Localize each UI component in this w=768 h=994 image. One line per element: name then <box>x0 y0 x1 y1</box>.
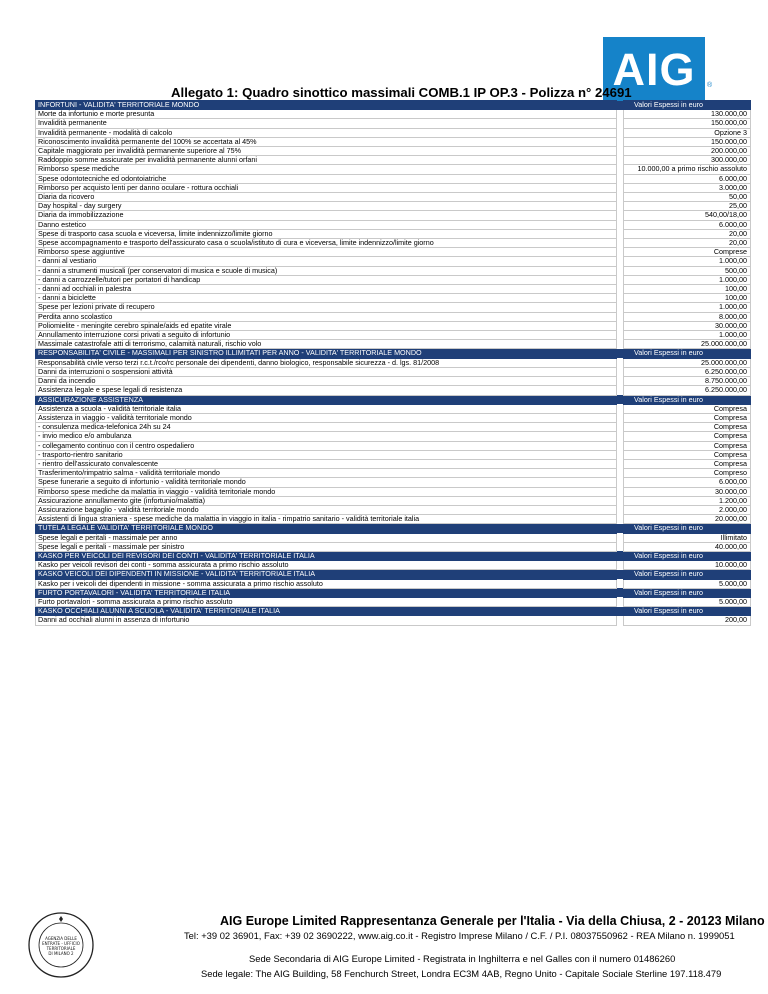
column-gap <box>617 211 624 220</box>
column-gap <box>617 119 624 128</box>
coverage-value: Opzione 3 <box>624 128 751 137</box>
coverage-table <box>35 100 751 626</box>
coverage-description: Spese per lezioni private di recupero <box>36 303 617 312</box>
column-gap <box>617 607 624 616</box>
table-row <box>36 137 751 146</box>
coverage-description: - collegamento continuo con il centro ospedaliero <box>36 441 617 450</box>
coverage-description: Diaria da ricovero <box>36 193 617 202</box>
stamp-line-4: DI MILANO 2 <box>48 951 74 956</box>
coverage-description: Kasko per i veicoli dei dipendenti in missione - somma assicurata a primo rischio assoluto <box>36 579 617 588</box>
column-gap <box>617 487 624 496</box>
coverage-description: Furto portavalori - somma assicurata a primo rischio assoluto <box>36 597 617 606</box>
table-row <box>36 321 751 330</box>
table-row <box>36 147 751 156</box>
coverage-description: Perdita anno scolastico <box>36 312 617 321</box>
coverage-value: Comprese <box>624 248 751 257</box>
column-gap <box>617 459 624 468</box>
column-gap <box>617 349 624 358</box>
column-gap <box>617 312 624 321</box>
table-row <box>36 331 751 340</box>
coverage-value: 200,00 <box>624 616 751 625</box>
coverage-value: 10.000,00 <box>624 561 751 570</box>
coverage-description: - consulenza medica-telefonica 24h su 24 <box>36 423 617 432</box>
section-title: FURTO PORTAVALORI - VALIDITA' TERRITORIALE ITALIA <box>36 588 617 597</box>
section-value-header: Valori Espessi in euro <box>624 101 751 110</box>
section-header-row <box>36 349 751 358</box>
table-row <box>36 275 751 284</box>
table-row <box>36 459 751 468</box>
column-gap <box>617 542 624 551</box>
column-gap <box>617 220 624 229</box>
table-row <box>36 165 751 174</box>
coverage-description: Morte da infortunio e morte presunta <box>36 110 617 119</box>
column-gap <box>617 386 624 395</box>
column-gap <box>617 110 624 119</box>
table-row <box>36 478 751 487</box>
coverage-value: 6.000,00 <box>624 478 751 487</box>
section-title: RESPONSABILITA' CIVILE - MASSIMALI PER SINISTRO ILLIMITATI PER ANNO - VALIDITA' TERRITORIALE MONDO <box>36 349 617 358</box>
coverage-description: - danni a strumenti musicali (per conservatori di musica e scuole di musica) <box>36 266 617 275</box>
table-row <box>36 450 751 459</box>
column-gap <box>617 524 624 533</box>
coverage-description: Spese odontotecniche ed odontoiatriche <box>36 174 617 183</box>
coverage-value: 30.000,00 <box>624 321 751 330</box>
column-gap <box>617 331 624 340</box>
section-title: KASKO PER VEICOLI DEI REVISORI DEI CONTI - VALIDITA' TERRITORIALE ITALIA <box>36 551 617 560</box>
column-gap <box>617 450 624 459</box>
coverage-value: 30.000,00 <box>624 487 751 496</box>
table-row <box>36 441 751 450</box>
document-title: Allegato 1: Quadro sinottico massimali COMB.1 IP OP.3 - Polizza n° 24691 <box>171 85 632 100</box>
coverage-description: Responsabilità civile verso terzi r.c.t./rco/rc personale dei dipendenti, danno biologico, responsabile sicurezza - d. lgs. 81/2008 <box>36 358 617 367</box>
coverage-description: Invalidità permanente - modalità di calcolo <box>36 128 617 137</box>
coverage-value: 6.000,00 <box>624 220 751 229</box>
table-row <box>36 303 751 312</box>
footer-legal-seat-line: Sede legale: The AIG Building, 58 Fenchurch Street, Londra EC3M 4AB, Regno Unito - Capitale Sociale Sterline 197.118.479 <box>201 968 722 979</box>
column-gap <box>617 515 624 524</box>
table-row <box>36 340 751 349</box>
table-row <box>36 110 751 119</box>
table-row <box>36 266 751 275</box>
coverage-value: 1.000,00 <box>624 331 751 340</box>
column-gap <box>617 183 624 192</box>
coverage-value: 6.000,00 <box>624 174 751 183</box>
coverage-description: - invio medico e/o ambulanza <box>36 432 617 441</box>
coverage-description: Assistenza a scuola - validità territoriale italia <box>36 404 617 413</box>
coverage-value: 5.000,00 <box>624 597 751 606</box>
column-gap <box>617 358 624 367</box>
table-row <box>36 248 751 257</box>
section-value-header: Valori Espessi in euro <box>624 524 751 533</box>
column-gap <box>617 404 624 413</box>
coverage-description: Assistenti di lingua straniera - spese mediche da malattia in viaggio in italia - rimpatrio sanitario - validità territoriale italia <box>36 515 617 524</box>
table-row <box>36 358 751 367</box>
column-gap <box>617 367 624 376</box>
coverage-value: 100,00 <box>624 294 751 303</box>
coverage-description: Annullamento interruzione corsi privati a seguito di infortunio <box>36 331 617 340</box>
coverage-description: Assistenza in viaggio - validità territoriale mondo <box>36 413 617 422</box>
coverage-value: 8.000,00 <box>624 312 751 321</box>
coverage-value: 20,00 <box>624 239 751 248</box>
coverage-description: Spese accompagnamento e trasporto dell'assicurato casa o scuola/istituto di cura e viceversa, limite indennizzo/limite giorno <box>36 239 617 248</box>
column-gap <box>617 478 624 487</box>
table-row <box>36 413 751 422</box>
column-gap <box>617 229 624 238</box>
table-row <box>36 487 751 496</box>
column-gap <box>617 432 624 441</box>
coverage-description: - danni ad occhiali in palestra <box>36 285 617 294</box>
column-gap <box>617 239 624 248</box>
coverage-description: Danni da incendio <box>36 377 617 386</box>
coverage-description: Danno estetico <box>36 220 617 229</box>
table-row <box>36 257 751 266</box>
coverage-value: 25.000.000,00 <box>624 340 751 349</box>
table-row <box>36 156 751 165</box>
column-gap <box>617 395 624 404</box>
coverage-value: 40.000,00 <box>624 542 751 551</box>
stamp-line-3: TERRITORIALE <box>46 946 76 951</box>
table-row <box>36 202 751 211</box>
coverage-value: Compreso <box>624 469 751 478</box>
column-gap <box>617 193 624 202</box>
table-row <box>36 505 751 514</box>
stamp-line-2: ENTRATE - UFFICIO <box>42 941 80 946</box>
table-row <box>36 220 751 229</box>
table-row <box>36 579 751 588</box>
column-gap <box>617 579 624 588</box>
section-value-header: Valori Espessi in euro <box>624 588 751 597</box>
coverage-description: Assistenza legale e spese legali di resistenza <box>36 386 617 395</box>
coverage-description: - rientro dell'assicurato convalescente <box>36 459 617 468</box>
table-row <box>36 193 751 202</box>
coverage-value: Compresa <box>624 413 751 422</box>
table-row <box>36 561 751 570</box>
coverage-value: 10.000,00 a primo rischio assoluto <box>624 165 751 174</box>
coverage-value: 100,00 <box>624 285 751 294</box>
section-header-row <box>36 570 751 579</box>
coverage-value: 20,00 <box>624 229 751 238</box>
coverage-description: Rimborso spese mediche <box>36 165 617 174</box>
coverage-value: Compresa <box>624 404 751 413</box>
column-gap <box>617 174 624 183</box>
table-row <box>36 239 751 248</box>
coverage-value: 50,00 <box>624 193 751 202</box>
coverage-value: 150.000,00 <box>624 137 751 146</box>
coverage-description: Spese legali e peritali - massimale per sinistro <box>36 542 617 551</box>
coverage-value: Compresa <box>624 450 751 459</box>
coverage-description: Capitale maggiorato per invalidità permanente superiore al 75% <box>36 147 617 156</box>
section-header-row <box>36 395 751 404</box>
coverage-description: Spese funerarie a seguito di infortunio - validità territoriale mondo <box>36 478 617 487</box>
column-gap <box>617 303 624 312</box>
column-gap <box>617 275 624 284</box>
coverage-description: - danni a carrozzelle/tutori per portatori di handicap <box>36 275 617 284</box>
registered-mark: ® <box>707 82 713 89</box>
coverage-value: Compresa <box>624 423 751 432</box>
coverage-description: Danni da interruzioni o sospensioni attività <box>36 367 617 376</box>
table-row <box>36 128 751 137</box>
coverage-description: Rimborso per acquisto lenti per danno oculare - rottura occhiali <box>36 183 617 192</box>
column-gap <box>617 551 624 560</box>
section-title: KASKO VEICOLI DEI DIPENDENTI IN MISSIONE - VALIDITA' TERRITORIALE ITALIA <box>36 570 617 579</box>
coverage-description: - danni a biciclette <box>36 294 617 303</box>
column-gap <box>617 285 624 294</box>
table-row <box>36 312 751 321</box>
table-row <box>36 377 751 386</box>
section-header-row <box>36 524 751 533</box>
column-gap <box>617 156 624 165</box>
coverage-value: 2.000,00 <box>624 505 751 514</box>
table-row <box>36 515 751 524</box>
coverage-value: 6.250.000,00 <box>624 367 751 376</box>
column-gap <box>617 147 624 156</box>
coverage-description: Kasko per veicoli revisori dei conti - somma assicurata a primo rischio assoluto <box>36 561 617 570</box>
table-row <box>36 542 751 551</box>
table-row <box>36 597 751 606</box>
column-gap <box>617 257 624 266</box>
coverage-value: 5.000,00 <box>624 579 751 588</box>
column-gap <box>617 294 624 303</box>
footer-company-line: AIG Europe Limited Rappresentanza Generale per l'Italia - Via della Chiusa, 2 - 20123 Milano <box>220 914 765 928</box>
column-gap <box>617 128 624 137</box>
column-gap <box>617 413 624 422</box>
section-header-row <box>36 101 751 110</box>
coverage-description: Poliomielite - meningite cerebro spinale/aids ed epatite virale <box>36 321 617 330</box>
section-value-header: Valori Espessi in euro <box>624 607 751 616</box>
coverage-value: 1.200,00 <box>624 496 751 505</box>
coverage-description: Invalidità permanente <box>36 119 617 128</box>
coverage-description: Day hospital - day surgery <box>36 202 617 211</box>
coverage-value: 1.000,00 <box>624 257 751 266</box>
table-row <box>36 386 751 395</box>
column-gap <box>617 597 624 606</box>
coverage-value: Compresa <box>624 459 751 468</box>
coverage-value: 300.000,00 <box>624 156 751 165</box>
table-row <box>36 469 751 478</box>
stamp-line-1: AGENZIA DELLE <box>45 936 77 941</box>
section-title: ASSICURAZIONE ASSISTENZA <box>36 395 617 404</box>
table-row <box>36 367 751 376</box>
column-gap <box>617 202 624 211</box>
column-gap <box>617 441 624 450</box>
coverage-value: Compresa <box>624 441 751 450</box>
column-gap <box>617 248 624 257</box>
aig-logo-text: AIG <box>612 43 696 95</box>
table-row <box>36 533 751 542</box>
coverage-value: 540,00/18,00 <box>624 211 751 220</box>
coverage-description: Trasferimento/rimpatrio salma - validità territoriale mondo <box>36 469 617 478</box>
coverage-description: Rimborso spese mediche da malattia in viaggio - validità territoriale mondo <box>36 487 617 496</box>
section-value-header: Valori Espessi in euro <box>624 349 751 358</box>
section-title: INFORTUNI - VALIDITA' TERRITORIALE MONDO <box>36 101 617 110</box>
table-row <box>36 496 751 505</box>
table-row <box>36 211 751 220</box>
section-header-row <box>36 588 751 597</box>
coverage-description: Diaria da immobilizzazione <box>36 211 617 220</box>
coverage-description: Assicurazione annullamento gite (infortunio/malattia) <box>36 496 617 505</box>
coverage-description: - trasporto-rientro sanitario <box>36 450 617 459</box>
column-gap <box>617 469 624 478</box>
coverage-description: Spese di trasporto casa scuola e viceversa, limite indennizzo/limite giorno <box>36 229 617 238</box>
column-gap <box>617 165 624 174</box>
coverage-description: Assicurazione bagaglio - validità territoriale mondo <box>36 505 617 514</box>
coverage-value: 200.000,00 <box>624 147 751 156</box>
section-value-header: Valori Espessi in euro <box>624 551 751 560</box>
section-header-row <box>36 607 751 616</box>
coverage-value: 25.000.000,00 <box>624 358 751 367</box>
coverage-value: 25,00 <box>624 202 751 211</box>
column-gap <box>617 423 624 432</box>
coverage-description: Massimale catastrofale atti di terrorismo, calamità naturali, rischio volo <box>36 340 617 349</box>
coverage-value: 3.000,00 <box>624 183 751 192</box>
section-value-header: Valori Espessi in euro <box>624 570 751 579</box>
coverage-value: 8.750.000,00 <box>624 377 751 386</box>
coverage-description: Raddoppio somme assicurate per invalidità permanente alunni orfani <box>36 156 617 165</box>
table-row <box>36 423 751 432</box>
column-gap <box>617 588 624 597</box>
coverage-value: 1.000,00 <box>624 275 751 284</box>
footer-registration-line: Sede Secondaria di AIG Europe Limited - Registrata in Inghilterra e nel Galles con il numero 01486260 <box>249 953 676 964</box>
column-gap <box>617 505 624 514</box>
column-gap <box>617 616 624 625</box>
column-gap <box>617 533 624 542</box>
column-gap <box>617 137 624 146</box>
coverage-value: 150.000,00 <box>624 119 751 128</box>
coverage-value: 6.250.000,00 <box>624 386 751 395</box>
column-gap <box>617 561 624 570</box>
section-title: TUTELA LEGALE VALIDITA' TERRITORIALE MONDO <box>36 524 617 533</box>
coverage-value: Compresa <box>624 432 751 441</box>
coverage-description: Rimborso spese aggiuntive <box>36 248 617 257</box>
column-gap <box>617 496 624 505</box>
table-row <box>36 616 751 625</box>
table-row <box>36 404 751 413</box>
table-row <box>36 119 751 128</box>
section-value-header: Valori Espessi in euro <box>624 395 751 404</box>
coverage-value: 130.000,00 <box>624 110 751 119</box>
column-gap <box>617 321 624 330</box>
coverage-description: Spese legali e peritali - massimale per anno <box>36 533 617 542</box>
coverage-value: 20.000,00 <box>624 515 751 524</box>
coverage-description: Riconoscimento invalidità permanente del 100% se accertata al 45% <box>36 137 617 146</box>
table-row <box>36 432 751 441</box>
column-gap <box>617 377 624 386</box>
table-row <box>36 294 751 303</box>
footer-contact-line: Tel: +39 02 36901, Fax: +39 02 3690222, www.aig.co.it - Registro Imprese Milano / C.F. / P.I. 08037550962 - REA Milano n. 1999051 <box>184 930 735 941</box>
column-gap <box>617 340 624 349</box>
coverage-description: - danni al vestiario <box>36 257 617 266</box>
coverage-description: Danni ad occhiali alunni in assenza di infortunio <box>36 616 617 625</box>
table-row <box>36 183 751 192</box>
coverage-value: Illimitato <box>624 533 751 542</box>
section-header-row <box>36 551 751 560</box>
table-row <box>36 229 751 238</box>
coverage-value: 1.000,00 <box>624 303 751 312</box>
column-gap <box>617 570 624 579</box>
coverage-value: 500,00 <box>624 266 751 275</box>
table-row <box>36 174 751 183</box>
agency-stamp <box>27 911 95 979</box>
column-gap <box>617 266 624 275</box>
column-gap <box>617 101 624 110</box>
table-row <box>36 285 751 294</box>
section-title: KASKO OCCHIALI ALUNNI A SCUOLA - VALIDITA' TERRITORIALE ITALIA <box>36 607 617 616</box>
